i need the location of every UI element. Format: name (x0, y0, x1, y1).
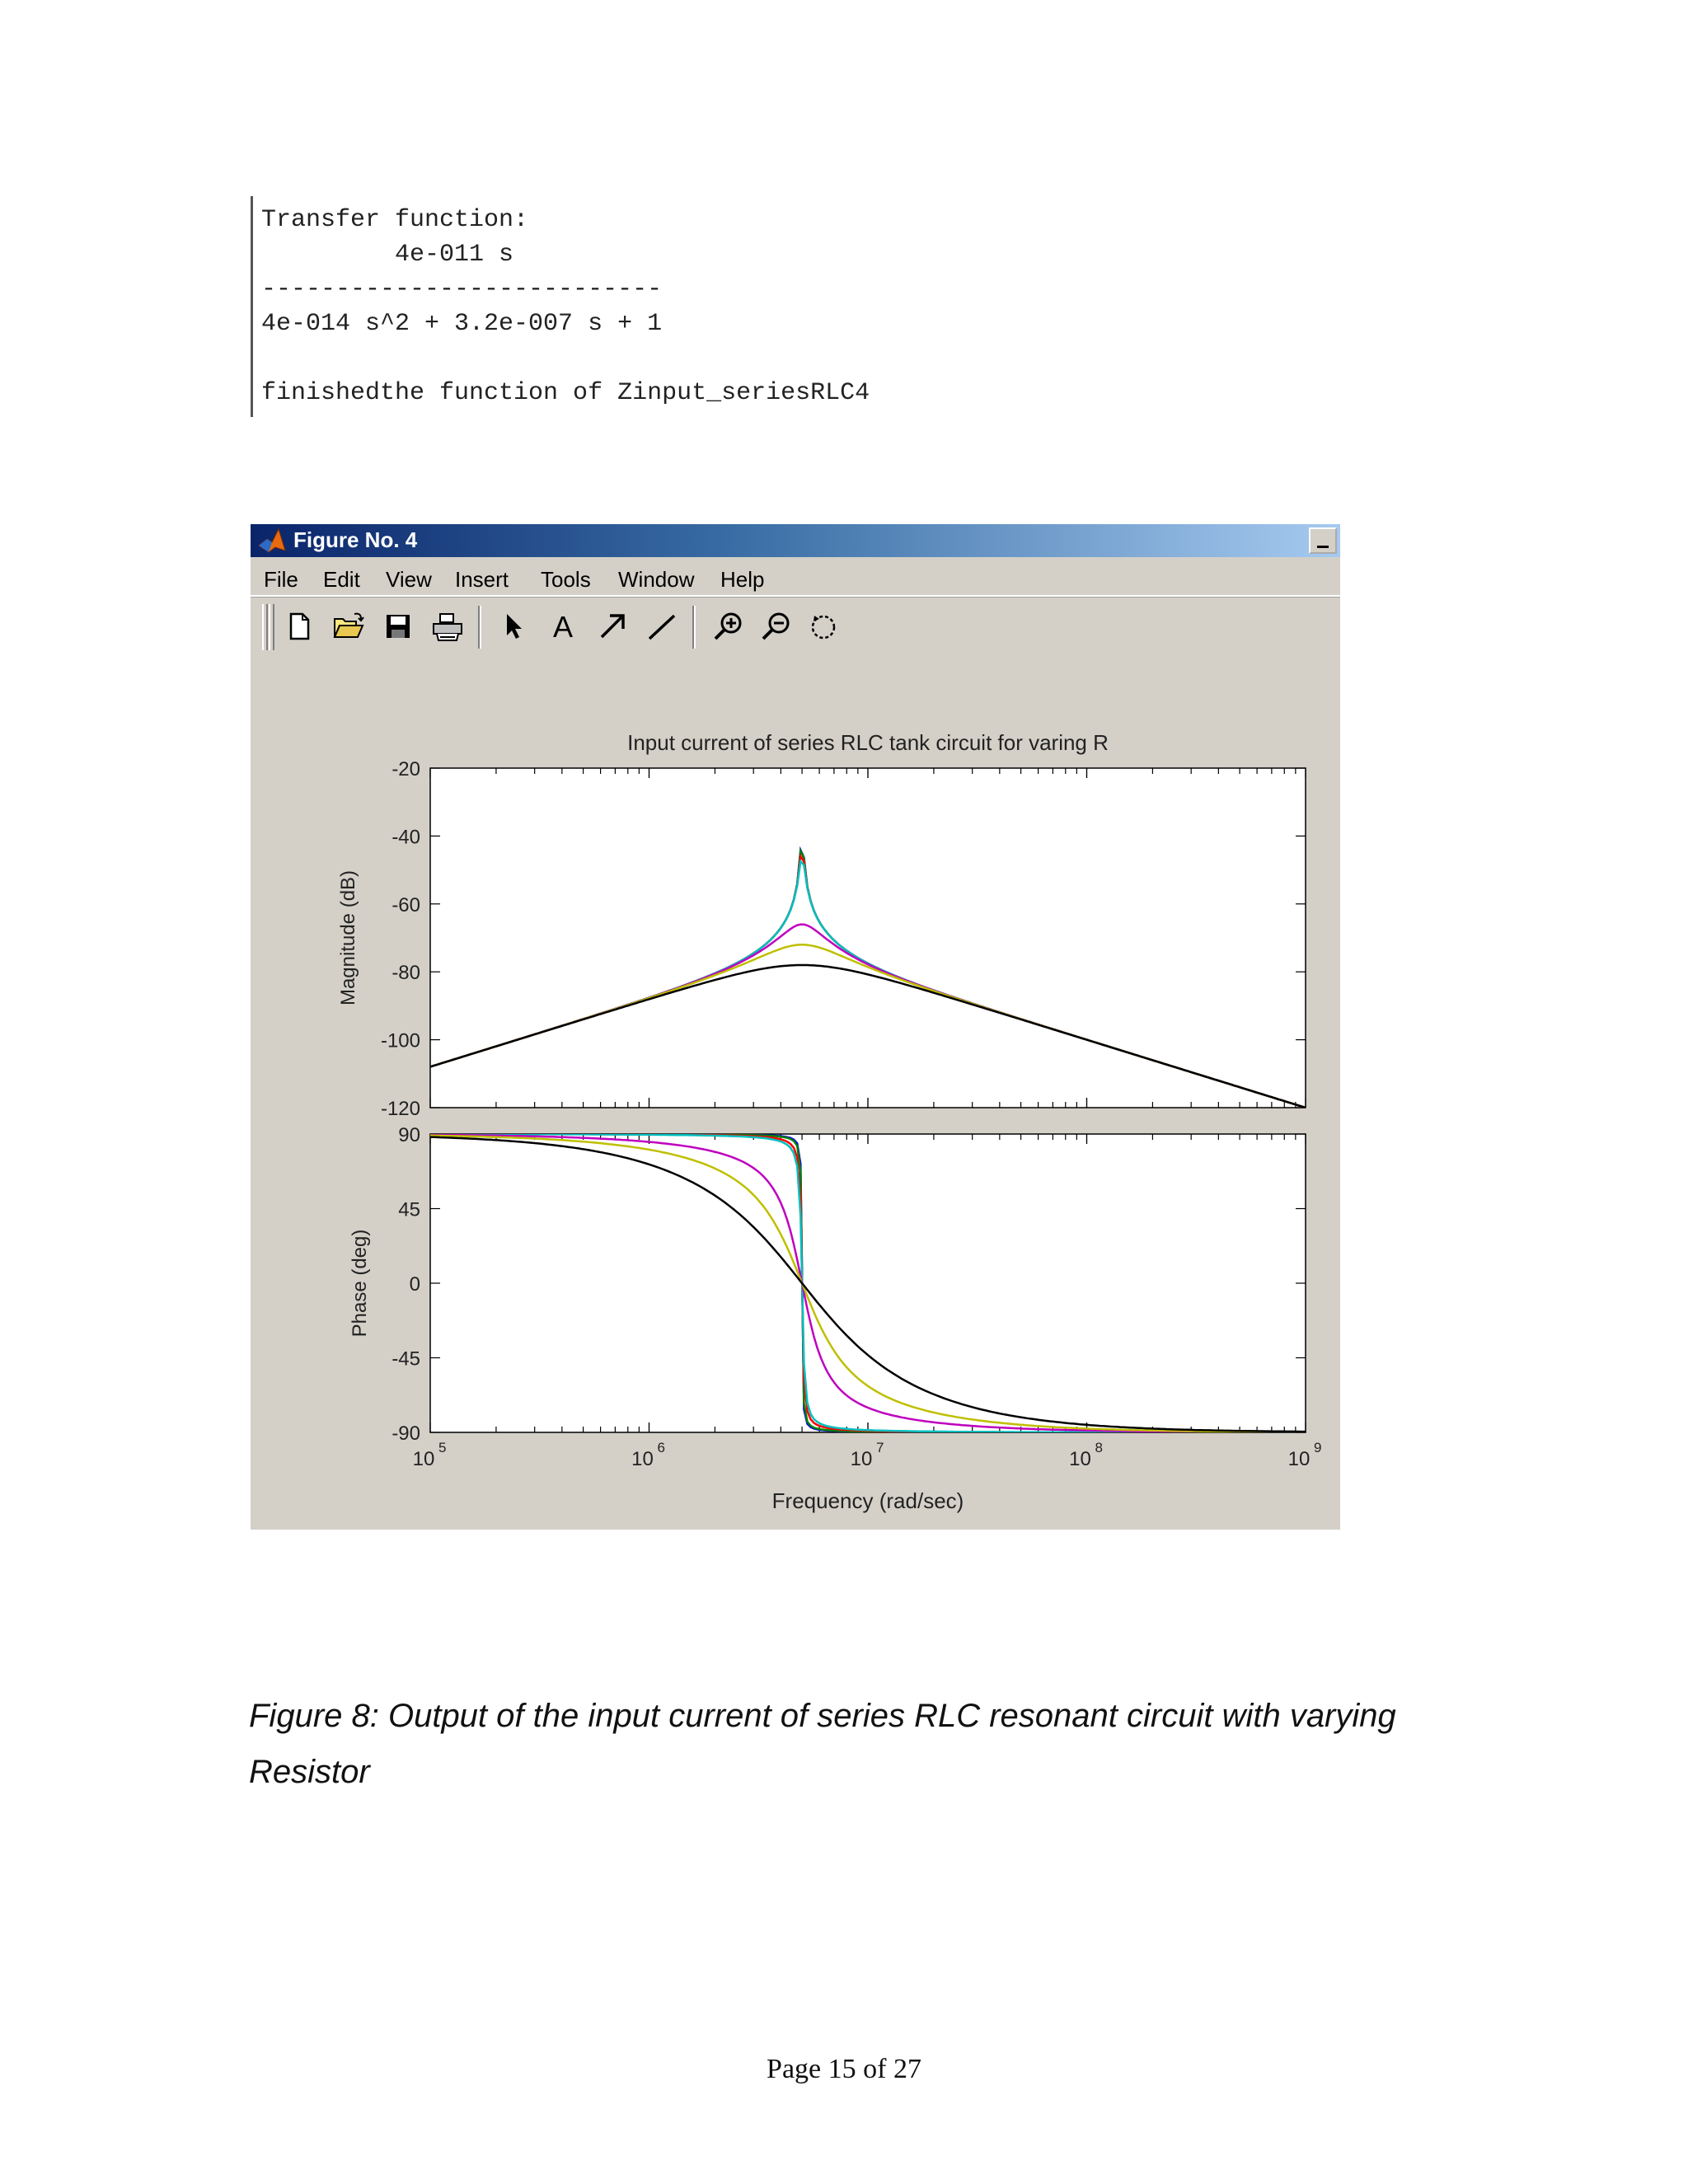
menu-help[interactable]: Help (720, 567, 765, 592)
y-tick-label: 0 (409, 1273, 420, 1296)
page-number: Page 15 of 27 (767, 2054, 921, 2084)
svg-text:A: A (552, 610, 574, 644)
print-icon[interactable] (429, 607, 467, 645)
x-tick-label: 10 (412, 1448, 435, 1470)
zoom-out-icon[interactable] (757, 607, 795, 645)
save-icon[interactable] (379, 607, 417, 645)
toolbar-separator (478, 606, 481, 649)
rotate-icon[interactable] (804, 607, 842, 645)
window-title: Figure No. 4 (293, 527, 418, 552)
minimize-icon (1317, 546, 1329, 548)
y-tick-label: -90 (392, 1422, 420, 1445)
toolbar-grip[interactable] (269, 604, 274, 650)
bode-plot (251, 656, 1340, 1530)
title-bar[interactable] (251, 524, 1340, 557)
y-tick-label: 45 (398, 1198, 420, 1221)
console-line: Transfer function: (261, 206, 529, 234)
console-line: --------------------------- (261, 275, 663, 303)
x-tick-exponent: 9 (1314, 1440, 1322, 1455)
y-tick-label: -60 (392, 893, 420, 916)
x-tick-exponent: 6 (657, 1440, 665, 1455)
figure-caption: Figure 8: Output of the input current of series RLC resonant circuit with varying Resistor (249, 1698, 1396, 1790)
menu-file[interactable]: File (264, 567, 298, 592)
arrow-pointer-icon[interactable] (495, 607, 532, 645)
toolbar (251, 597, 1340, 657)
y-tick-label: -100 (380, 1029, 420, 1052)
x-tick-exponent: 7 (876, 1440, 884, 1455)
matlab-logo-icon (257, 527, 287, 558)
x-tick-label: 10 (631, 1448, 654, 1470)
open-folder-icon[interactable] (330, 607, 368, 645)
menu-tools[interactable]: Tools (541, 567, 591, 592)
y-tick-label: -45 (392, 1347, 420, 1371)
x-tick-label: 10 (850, 1448, 873, 1470)
console-line: finishedthe function of Zinput_seriesRLC4 (261, 379, 870, 407)
figure-window (251, 524, 1340, 1530)
x-tick-exponent: 5 (438, 1440, 447, 1455)
y-tick-label: -20 (392, 758, 420, 780)
phase-axis-label: Phase (deg) (349, 1229, 371, 1338)
y-tick-label: -40 (392, 826, 420, 849)
minimize-button[interactable] (1309, 527, 1337, 554)
x-tick-label: 10 (1069, 1448, 1091, 1470)
toolbar-grip[interactable] (262, 604, 268, 650)
x-tick-label: 10 (1287, 1448, 1311, 1470)
console-output (251, 196, 870, 417)
text-icon[interactable] (544, 607, 582, 645)
menu-insert[interactable]: Insert (455, 567, 509, 592)
new-file-icon[interactable] (280, 607, 318, 645)
console-line: 4e-014 s^2 + 3.2e-007 s + 1 (261, 310, 663, 338)
menu-view[interactable]: View (386, 567, 432, 592)
zoom-in-icon[interactable] (709, 607, 747, 645)
menu-bar (251, 557, 1340, 597)
x-axis-label: Frequency (rad/sec) (771, 1488, 964, 1513)
magnitude-axis-label: Magnitude (dB) (337, 869, 359, 1006)
x-tick-exponent: 8 (1095, 1440, 1103, 1455)
menu-edit[interactable]: Edit (323, 567, 360, 592)
line-icon[interactable] (643, 607, 681, 645)
y-tick-label: 90 (398, 1124, 420, 1146)
arrow-icon[interactable] (593, 607, 631, 645)
menu-window[interactable]: Window (618, 567, 695, 592)
chart-title: Input current of series RLC tank circuit for varing R (627, 730, 1109, 755)
magnitude-axes-box (430, 768, 1306, 1108)
toolbar-separator (692, 606, 696, 649)
y-tick-label: -80 (392, 962, 420, 985)
y-tick-label: -120 (380, 1098, 420, 1120)
console-line: 4e-011 s (261, 241, 514, 269)
phase-axes-box (430, 1134, 1306, 1432)
